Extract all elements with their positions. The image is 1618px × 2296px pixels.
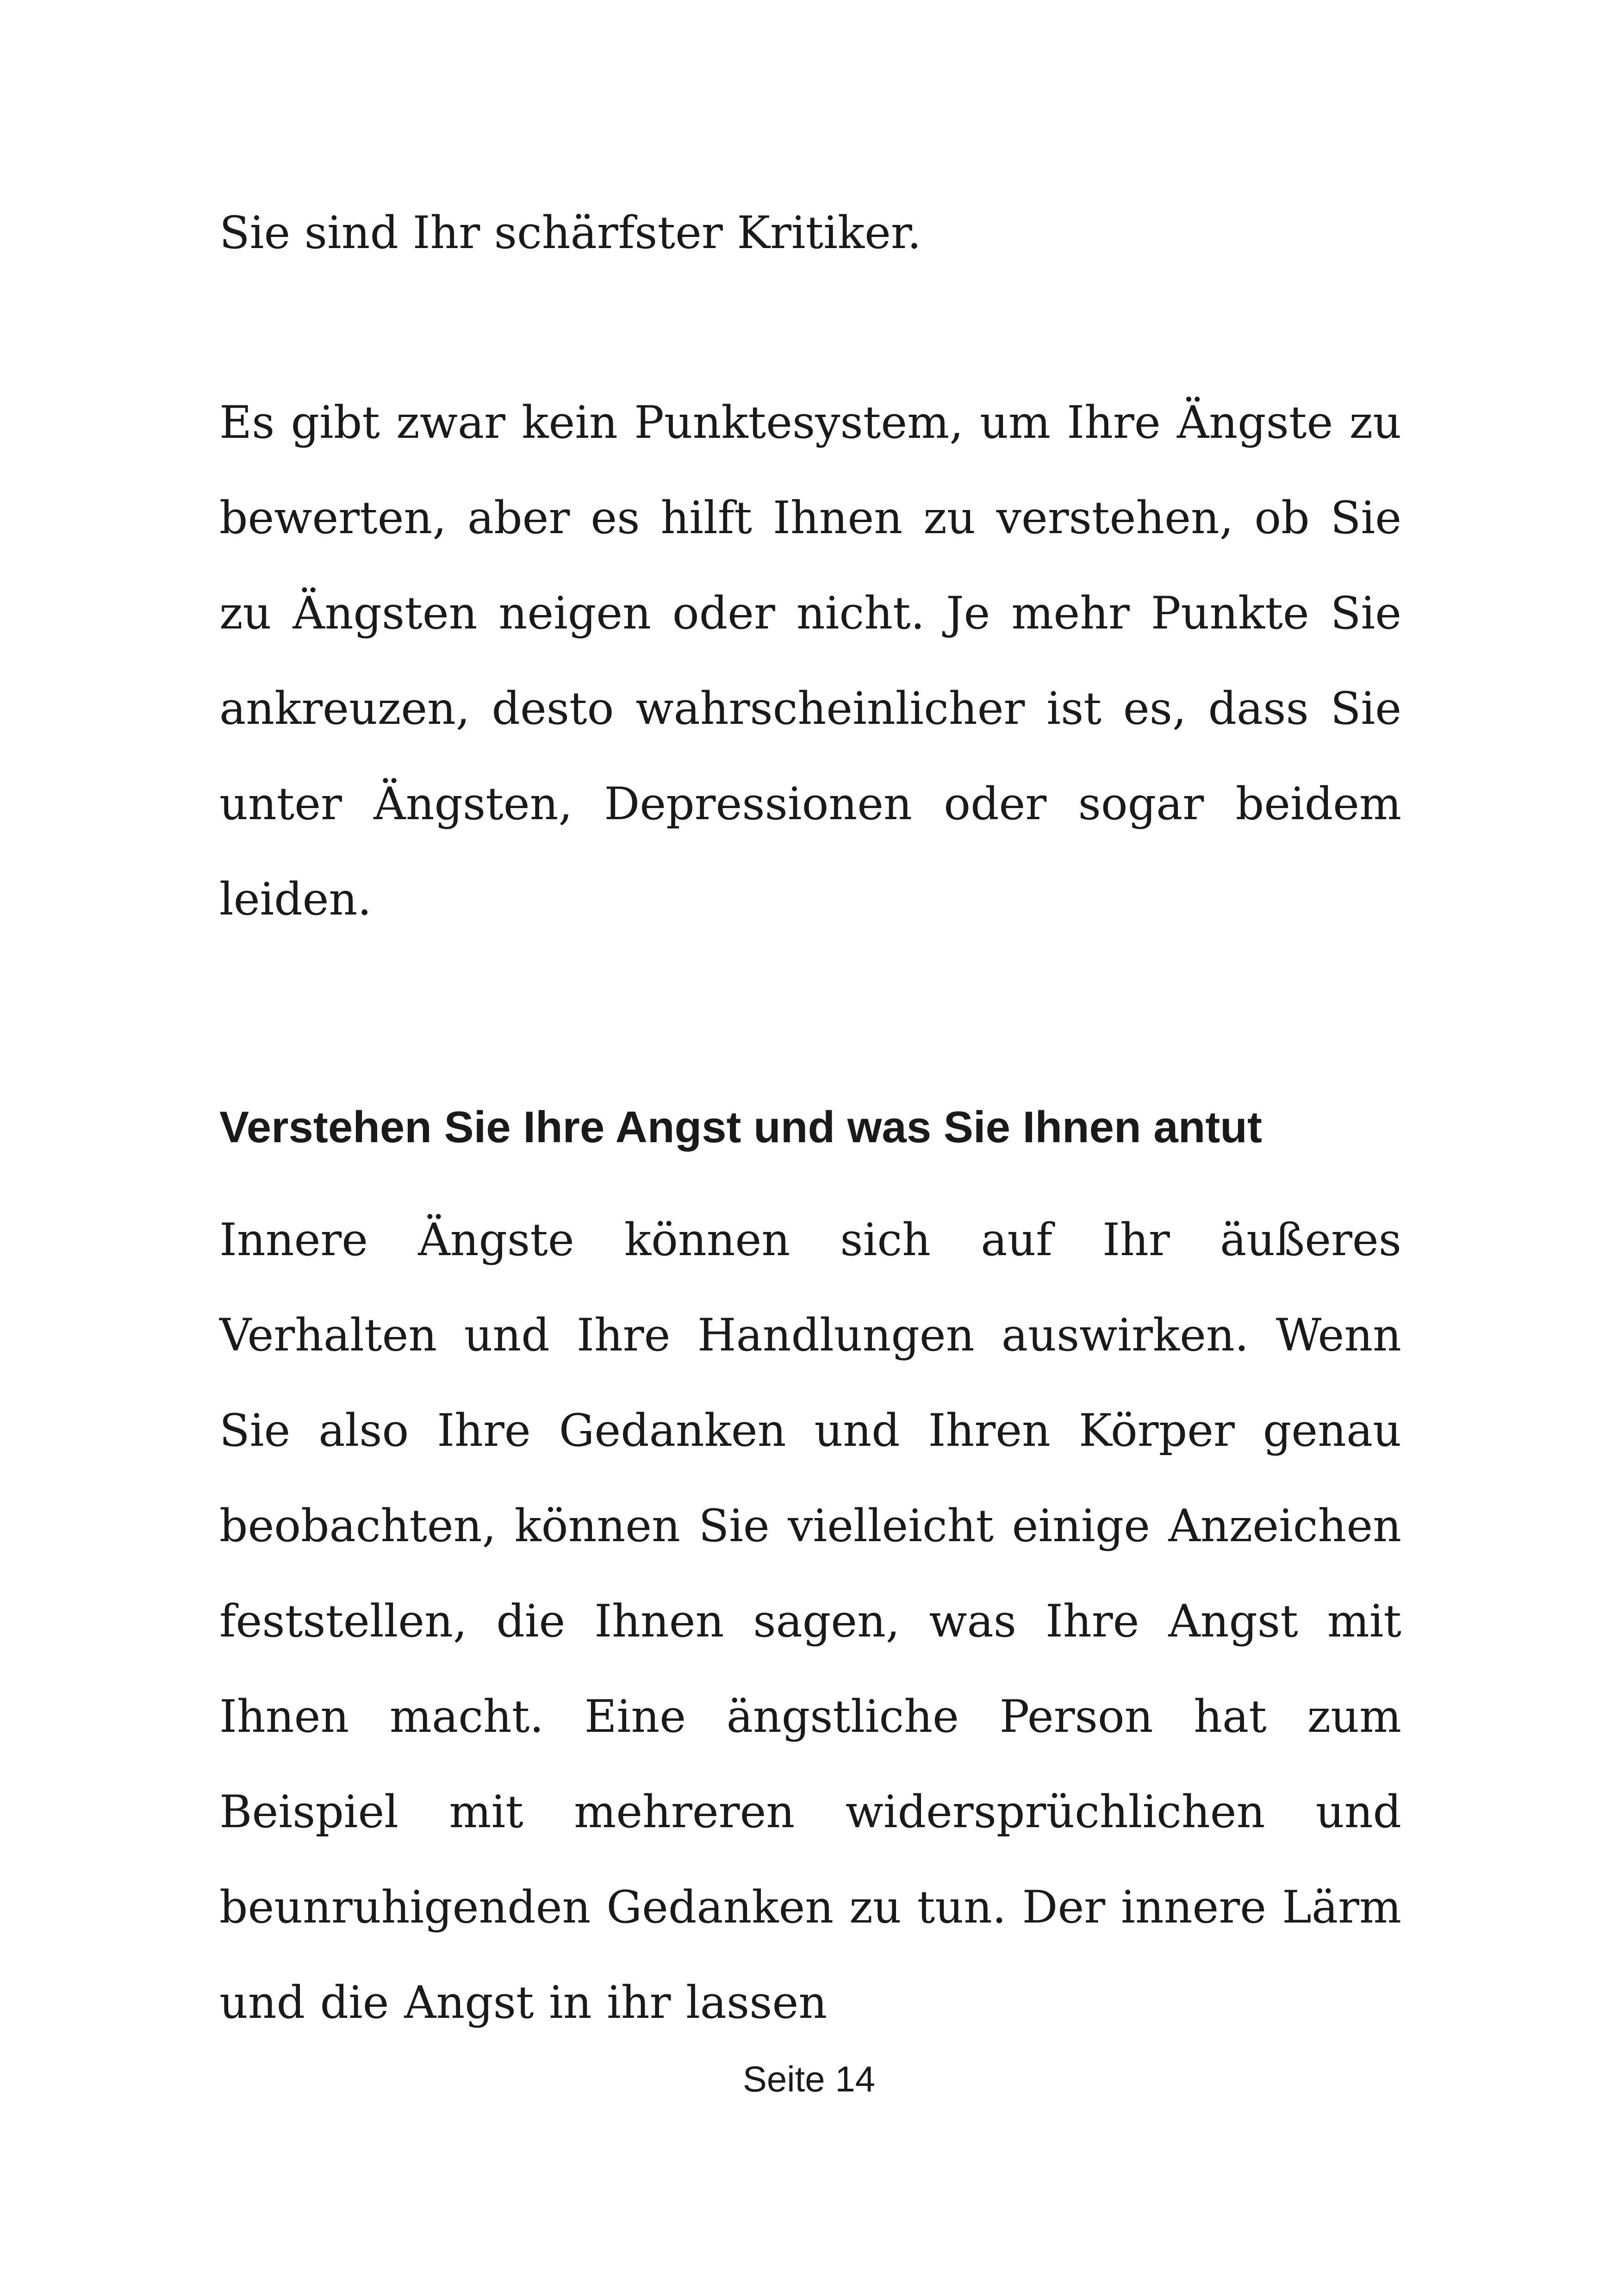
page-content [219, 185, 1401, 2050]
body-paragraph-2: Innere Ängste können sich auf Ihr äußeres Verhalten und Ihre Handlungen auswirken. Wenn Sie also Ihre Gedanken und Ihren Körper genau beobachten, können Sie vielleicht einige Anzeichen feststellen, die Ihnen sagen, was Ihre Angst mit Ihnen macht. Eine ängstliche Person hat zum Beispiel mit mehreren widersprüchlichen und beunruhigenden Gedanken zu tun. Der innere Lärm und die Angst in ihr lassen [219, 1214, 1401, 2028]
page-number: Seite 14 [742, 2059, 876, 2099]
section-heading: Verstehen Sie Ihre Angst und was Sie Ihnen antut [219, 1102, 1262, 1152]
opening-sentence: Sie sind Ihr schärfster Kritiker. [219, 207, 921, 259]
body-paragraph-1: Es gibt zwar kein Punktesystem, um Ihre Ängste zu bewerten, aber es hilft Ihnen zu verstehen, ob Sie zu Ängsten neigen oder nicht. Je mehr Punkte Sie ankreuzen, desto wahrscheinlicher ist es, dass Sie unter Ängsten, Depressionen oder sogar beidem leiden. [219, 397, 1401, 925]
